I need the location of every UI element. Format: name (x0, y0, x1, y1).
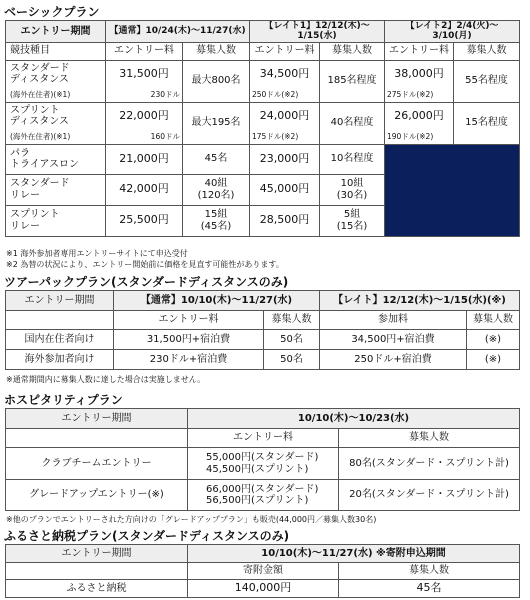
basic-note-2: ※2 為替の状況により、エントリー開始前に価格を見直す可能性があります。 (6, 260, 284, 269)
hosp-plan-table (5, 408, 520, 511)
basic-plan-table (5, 20, 520, 237)
fee-sprint-regular: 22,000円 (106, 102, 183, 130)
furusato-plan-table (5, 544, 520, 598)
cap-standard-regular: 最大800名 (183, 60, 250, 102)
overseas-sprint-late1: 175ドル(※2) (250, 130, 320, 144)
cap-sprint-late2: 15名程度 (454, 102, 520, 144)
tour-plan-title: ツアーパックプラン(スタンダードディスタンスのみ) (4, 275, 289, 289)
event-standard-relay: スタンダード リレー (6, 174, 106, 205)
hosp-blank (6, 429, 188, 448)
overseas-label: (海外在住者)(※1) (6, 88, 106, 102)
period-late2: 【レイト2】2/4(火)～3/10(月) (385, 21, 520, 43)
cap-sprint-relay-regular: 15組 (45名) (183, 205, 250, 236)
cap-para-regular: 45名 (183, 144, 250, 174)
tour-row-domestic: 国内在住者向け (6, 330, 114, 350)
hosp-col-cap: 募集人数 (339, 429, 520, 448)
furusato-row-label: ふるさと納税 (6, 580, 188, 598)
furusato-period: 10/10(木)～11/27(水) ※寄附申込期間 (188, 545, 520, 563)
fee-para-regular: 21,000円 (106, 144, 183, 174)
hosp-header-period: エントリー期間 (6, 409, 188, 429)
fee-sprint-relay-regular: 25,500円 (106, 205, 183, 236)
basic-plan-title: ベーシックプラン (4, 5, 100, 19)
basic-note-1: ※1 海外参加者専用エントリーサイトにて申込受付 (6, 249, 188, 258)
col-cap: 募集人数 (183, 42, 250, 60)
furusato-cap: 45名 (339, 580, 520, 598)
header-event: 競技種目 (6, 42, 106, 60)
overseas-standard-regular: 230ドル (106, 88, 183, 102)
furusato-col-cap: 募集人数 (339, 563, 520, 580)
furusato-plan-title: ふるさと納税プラン(スタンダードディスタンスのみ) (4, 529, 290, 543)
fee-sprint-late1: 24,000円 (250, 102, 320, 130)
tour-overseas-cap2: (※) (467, 350, 520, 370)
overseas-sprint-regular: 160ドル (106, 130, 183, 144)
fee-standard-relay-late1: 45,000円 (250, 174, 320, 205)
tour-overseas-fee2: 250ドル+宿泊費 (320, 350, 467, 370)
tour-col-cap: 募集人数 (264, 311, 320, 330)
tour-domestic-fee1: 31,500円+宿泊費 (114, 330, 264, 350)
hosp-period: 10/10(木)～10/23(水) (188, 409, 520, 429)
cap-standard-relay-late1: 10組 (30名) (320, 174, 385, 205)
col-fee: エントリー料 (250, 42, 320, 60)
fee-standard-relay-regular: 42,000円 (106, 174, 183, 205)
tour-col-cap2: 募集人数 (467, 311, 520, 330)
cap-standard-relay-regular: 40組 (120名) (183, 174, 250, 205)
tour-overseas-cap1: 50名 (264, 350, 320, 370)
event-para: パラ トライアスロン (6, 144, 106, 174)
hosp-col-fee: エントリー料 (188, 429, 339, 448)
col-cap: 募集人数 (320, 42, 385, 60)
tour-row-overseas: 海外参加者向け (6, 350, 114, 370)
cap-sprint-late1: 40名程度 (320, 102, 385, 144)
tour-period-late: 【レイト】12/12(木)～1/15(水)(※) (320, 291, 520, 311)
cap-standard-late2: 55名程度 (454, 60, 520, 102)
cap-sprint-regular: 最大195名 (183, 102, 250, 144)
overseas-standard-late1: 250ドル(※2) (250, 88, 320, 102)
hosp-note: ※他のプランでエントリーされた方向けの「グレードアッププラン」も販売(44,000円／募集人数30名) (6, 515, 377, 524)
fee-standard-late2: 38,000円 (385, 60, 454, 88)
overseas-standard-late2: 275ドル(※2) (385, 88, 454, 102)
furusato-fee: 140,000円 (188, 580, 339, 598)
hosp-club-fee: 55,000円(スタンダード) 45,500円(スプリント) (188, 448, 339, 480)
event-sprint-relay: スプリント リレー (6, 205, 106, 236)
tour-domestic-fee2: 34,500円+宿泊費 (320, 330, 467, 350)
tour-col-fee: エントリー料 (114, 311, 264, 330)
hosp-row-upgrade: グレードアップエントリー(※) (6, 480, 188, 511)
fee-standard-late1: 34,500円 (250, 60, 320, 88)
cap-para-late1: 10名程度 (320, 144, 385, 174)
furusato-header-period: エントリー期間 (6, 545, 188, 563)
furusato-blank (6, 563, 188, 580)
period-regular: 【通常】10/24(木)～11/27(水) (106, 21, 250, 43)
tour-domestic-cap2: (※) (467, 330, 520, 350)
cap-standard-late1: 185名程度 (320, 60, 385, 102)
event-sprint: スプリント ディスタンス (6, 102, 106, 130)
tour-blank (6, 311, 114, 330)
cap-sprint-relay-late1: 5組 (15名) (320, 205, 385, 236)
col-cap: 募集人数 (454, 42, 520, 60)
hosp-plan-title: ホスピタリティプラン (4, 393, 123, 407)
fee-sprint-relay-late1: 28,500円 (250, 205, 320, 236)
tour-note: ※通常期間内に募集人数に達した場合は実施しません。 (6, 375, 206, 384)
fee-para-late1: 23,000円 (250, 144, 320, 174)
tour-header-period: エントリー期間 (6, 291, 114, 311)
tour-period-regular: 【通常】10/10(木)～11/27(水) (114, 291, 320, 311)
tour-overseas-fee1: 230ドル+宿泊費 (114, 350, 264, 370)
hosp-row-club: クラブチームエントリー (6, 448, 188, 480)
header-period: エントリー期間 (6, 21, 106, 43)
late2-unavailable-block (385, 144, 520, 236)
hosp-upgrade-cap: 20名(スタンダード・スプリント計) (339, 480, 520, 511)
col-fee: エントリー料 (385, 42, 454, 60)
furusato-col-fee: 寄附金額 (188, 563, 339, 580)
event-standard: スタンダード ディスタンス (6, 60, 106, 88)
tour-domestic-cap1: 50名 (264, 330, 320, 350)
fee-standard-regular: 31,500円 (106, 60, 183, 88)
tour-plan-table (5, 290, 520, 370)
col-fee: エントリー料 (106, 42, 183, 60)
period-late1: 【レイト1】12/12(木)～1/15(水) (250, 21, 385, 43)
fee-sprint-late2: 26,000円 (385, 102, 454, 130)
hosp-upgrade-fee: 66,000円(スタンダード) 56,500円(スプリント) (188, 480, 339, 511)
overseas-label: (海外在住者)(※1) (6, 130, 106, 144)
tour-col-fee2: 参加料 (320, 311, 467, 330)
hosp-club-cap: 80名(スタンダード・スプリント計) (339, 448, 520, 480)
overseas-sprint-late2: 190ドル(※2) (385, 130, 454, 144)
